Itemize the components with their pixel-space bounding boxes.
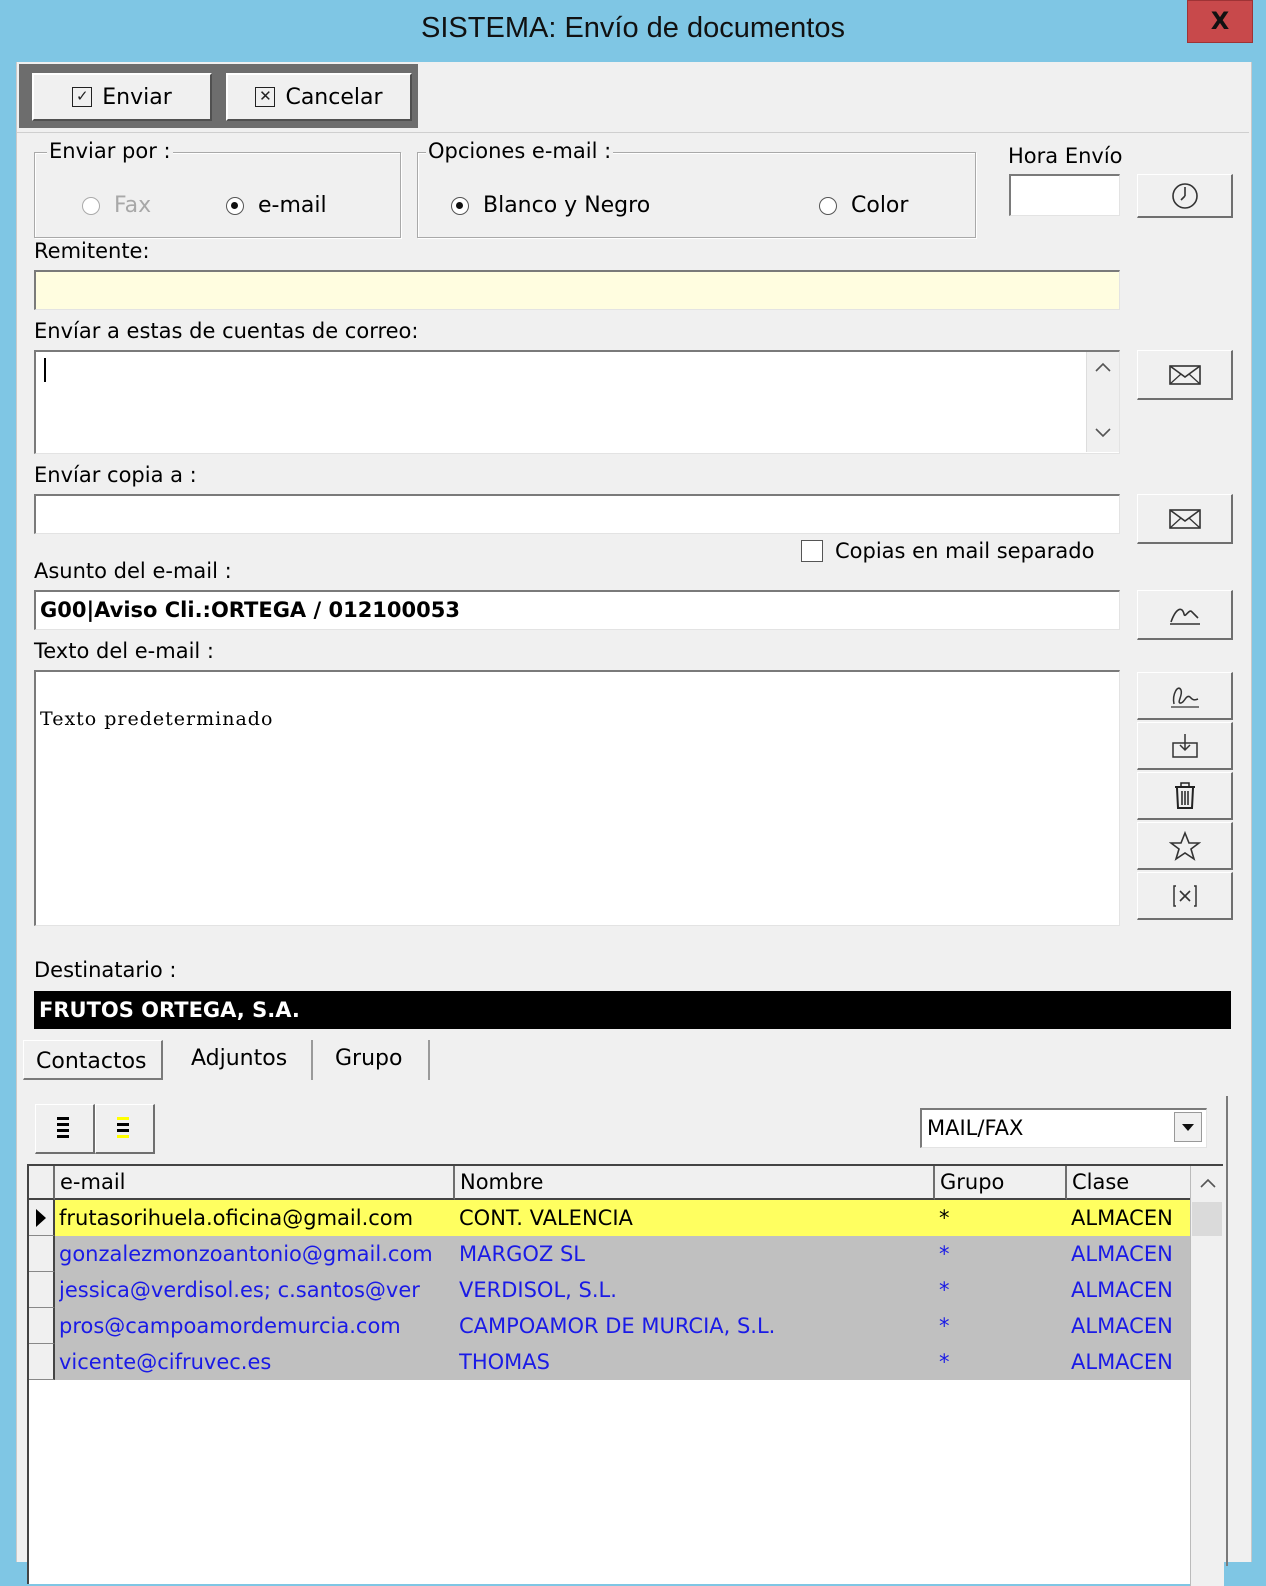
cell-name: CAMPOAMOR DE MURCIA, S.L.: [459, 1314, 776, 1338]
email-radio-label: e-mail: [258, 193, 327, 218]
grid-corner-header: [29, 1166, 55, 1200]
cell-name: MARGOZ SL: [459, 1242, 585, 1266]
dropdown-button[interactable]: [1174, 1112, 1202, 1142]
table-row[interactable]: [29, 1200, 1190, 1236]
cell-class: ALMACEN: [1071, 1206, 1173, 1230]
tab-adjuntos-label: Adjuntos: [191, 1046, 288, 1071]
tab-grupo[interactable]: [318, 1040, 430, 1080]
fax-radio-label: Fax: [114, 193, 152, 218]
to-textarea[interactable]: [34, 350, 1120, 454]
cell-name: THOMAS: [459, 1350, 550, 1374]
scroll-up-icon[interactable]: [1199, 1176, 1217, 1190]
delete-text-button[interactable]: [1137, 772, 1233, 820]
col-header-class[interactable]: Clase: [1067, 1166, 1192, 1200]
recipient-value: FRUTOS ORTEGA, S.A.: [34, 991, 1231, 1029]
dialog-client-area: [16, 62, 1252, 1562]
color-radio-label: Color: [851, 193, 909, 218]
clear-text-button[interactable]: [1137, 872, 1233, 920]
envelope-icon: [1168, 507, 1202, 531]
bw-radio-dot: [451, 197, 469, 215]
tab-grupo-label: Grupo: [335, 1046, 403, 1071]
body-text: Texto predeterminado: [40, 708, 274, 730]
load-text-button[interactable]: [1137, 722, 1233, 770]
chevron-down-icon: [1181, 1123, 1195, 1133]
send-via-legend: Enviar por :: [49, 139, 171, 163]
cell-name: CONT. VALENCIA: [459, 1206, 633, 1230]
subject-edit-button[interactable]: [1137, 590, 1233, 640]
cell-group: *: [939, 1278, 950, 1302]
tab-strip: [23, 1040, 1233, 1082]
sender-input[interactable]: [34, 270, 1120, 310]
cell-class: ALMACEN: [1071, 1314, 1173, 1338]
recipient-label: Destinatario :: [34, 958, 177, 982]
contact-type-select[interactable]: [920, 1108, 1207, 1148]
fax-radio[interactable]: [82, 193, 151, 218]
send-time-input[interactable]: [1009, 174, 1120, 216]
cell-group: *: [939, 1350, 950, 1374]
cell-email: gonzalezmonzoantonio@gmail.com: [59, 1242, 433, 1266]
cell-group: *: [939, 1206, 950, 1230]
to-address-book-button[interactable]: [1137, 350, 1233, 400]
tab-contactos[interactable]: [23, 1040, 163, 1080]
contacts-grid: [27, 1164, 1223, 1584]
row-selector[interactable]: [29, 1272, 55, 1308]
email-options-group: [417, 139, 976, 238]
cell-class: ALMACEN: [1071, 1242, 1173, 1266]
email-radio-dot: [226, 197, 244, 215]
row-selector[interactable]: [29, 1200, 55, 1236]
star-icon: [1169, 831, 1201, 861]
row-selector[interactable]: [29, 1308, 55, 1344]
body-textarea[interactable]: [34, 670, 1120, 926]
contact-type-value: MAIL/FAX: [927, 1116, 1024, 1140]
col-header-name[interactable]: Nombre: [455, 1166, 935, 1200]
cc-input[interactable]: [34, 494, 1120, 534]
send-via-group: [34, 139, 401, 238]
trash-icon: [1172, 781, 1198, 811]
table-row[interactable]: [29, 1344, 1190, 1380]
favorite-text-button[interactable]: [1137, 822, 1233, 870]
select-all-button[interactable]: [35, 1104, 95, 1154]
signature-pen-icon: [1168, 602, 1202, 628]
table-row[interactable]: [29, 1272, 1190, 1308]
cell-email: vicente@cifruvec.es: [59, 1350, 272, 1374]
send-button[interactable]: [32, 73, 212, 121]
email-radio[interactable]: [226, 193, 327, 218]
current-row-icon: [35, 1208, 47, 1228]
close-button[interactable]: [1187, 0, 1253, 43]
download-icon: [1170, 732, 1200, 760]
send-time-label: Hora Envío: [1008, 144, 1123, 168]
cell-email: frutasorihuela.oficina@gmail.com: [59, 1206, 414, 1230]
clock-button[interactable]: [1137, 174, 1233, 218]
cancel-button[interactable]: [226, 73, 412, 121]
cell-email: jessica@verdisol.es; c.santos@ver: [59, 1278, 420, 1302]
row-selector[interactable]: [29, 1344, 55, 1380]
highlighted-list-icon: [114, 1115, 134, 1143]
bw-radio-label: Blanco y Negro: [483, 193, 651, 218]
clear-icon: [1171, 882, 1199, 910]
cell-name: VERDISOL, S.L.: [459, 1278, 617, 1302]
separate-copies-label: Copias en mail separado: [835, 539, 1095, 563]
check-icon: ✓: [72, 87, 92, 107]
to-scrollbar[interactable]: [1086, 352, 1119, 452]
row-selector[interactable]: [29, 1236, 55, 1272]
cell-email: pros@campoamordemurcia.com: [59, 1314, 401, 1338]
subject-label: Asunto del e-mail :: [34, 559, 232, 583]
send-button-label: Enviar: [102, 84, 172, 110]
cancel-button-label: Cancelar: [285, 84, 383, 110]
table-row[interactable]: [29, 1308, 1190, 1344]
sender-label: Remitente:: [34, 239, 150, 263]
toolbar: [17, 62, 1249, 133]
scroll-thumb[interactable]: [1192, 1202, 1222, 1236]
signature-button[interactable]: [1137, 672, 1233, 720]
col-header-email[interactable]: e-mail: [55, 1166, 455, 1200]
window-title: SISTEMA: Envío de documentos: [421, 12, 845, 44]
subject-input[interactable]: G00|Aviso Cli.:ORTEGA / 012100053: [34, 590, 1120, 630]
signature-icon: [1168, 682, 1202, 710]
cc-address-book-button[interactable]: [1137, 494, 1233, 544]
cell-class: ALMACEN: [1071, 1350, 1173, 1374]
x-box-icon: ✕: [255, 87, 275, 107]
contacts-panel: [25, 1096, 1228, 1566]
scroll-up-icon[interactable]: [1094, 360, 1112, 374]
scroll-down-icon[interactable]: [1094, 426, 1112, 440]
grid-scrollbar[interactable]: [1190, 1166, 1224, 1586]
cc-label: Envíar copia a :: [34, 463, 197, 487]
select-highlighted-button[interactable]: [95, 1104, 155, 1154]
cell-group: *: [939, 1314, 950, 1338]
close-icon: X: [1210, 7, 1230, 35]
toolbar-button-group: [19, 64, 418, 128]
table-row[interactable]: [29, 1236, 1190, 1272]
checkbox-box: [801, 540, 823, 562]
col-header-group[interactable]: Grupo: [935, 1166, 1067, 1200]
color-radio-dot: [819, 197, 837, 215]
fax-radio-dot: [82, 197, 100, 215]
bw-radio[interactable]: [451, 193, 650, 218]
cell-group: *: [939, 1242, 950, 1266]
body-label: Texto del e-mail :: [34, 639, 214, 663]
envelope-icon: [1168, 363, 1202, 387]
clock-icon: [1170, 181, 1200, 211]
separate-copies-checkbox[interactable]: [801, 539, 1094, 563]
to-label: Envíar a estas de cuentas de correo:: [34, 319, 419, 343]
tab-contactos-label: Contactos: [36, 1049, 147, 1074]
text-cursor: [44, 358, 46, 382]
email-options-legend: Opciones e-mail :: [428, 139, 612, 163]
cell-class: ALMACEN: [1071, 1278, 1173, 1302]
tab-adjuntos[interactable]: [171, 1040, 313, 1080]
color-radio[interactable]: [819, 193, 908, 218]
list-icon: [54, 1115, 74, 1143]
